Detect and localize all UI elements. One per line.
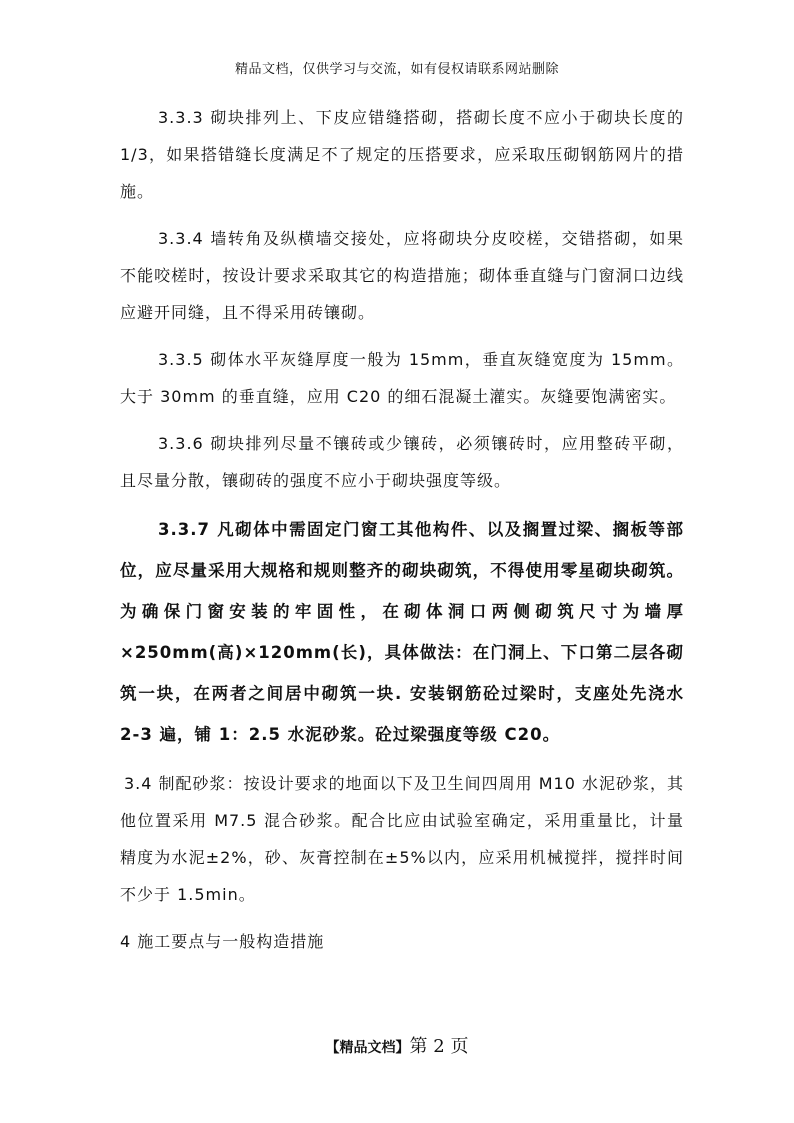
paragraph-3-3-7: 3.3.7 凡砌体中需固定门窗工其他构件、以及搁置过梁、搁板等部位，应尽量采用大规格和规则整齐的砌块砌筑，不得使用零星砌块砌筑。为确保门窗安装的牢固性，在砌体洞口两侧砌筑尺寸为墙厚×250mm(高)×120mm(长)，具体做法：在门洞上、下口第二层各砌筑一块，在两者之间居中砌筑一块. 安装钢筋砼过梁时，支座处先浇水 2-3 遍，铺 1：2.5 水泥砂浆。砼过梁强度等级 C20。 (120, 520, 684, 744)
paragraph-3-3-5: 3.3.5 砌体水平灰缝厚度一般为 15mm，垂直灰缝宽度为 15mm。大于 30mm 的垂直缝，应用 C20 的细石混凝土灌实。灰缝要饱满密实。 (120, 350, 684, 406)
document-body (120, 99, 684, 970)
paragraph-3-4: 3.4 制配砂浆：按设计要求的地面以下及卫生间四周用 M10 水泥砂浆，其他位置采用 M7.5 混合砂浆。配合比应由试验室确定，采用重量比，计量精度为水泥±2%，砂、灰膏控制在±5%以内，应采用机械搅拌，搅拌时间不少于 1.5min。 (120, 774, 684, 904)
paragraph-3-3-3: 3.3.3 砌块排列上、下皮应错缝搭砌，搭砌长度不应小于砌块长度的 1/3，如果搭错缝长度满足不了规定的压搭要求，应采取压砌钢筋网片的措施。 (120, 108, 684, 201)
paragraph-3-3-6: 3.3.6 砌块排列尽量不镶砖或少镶砖，必须镶砖时，应用整砖平砌，且尽量分散，镶砌砖的强度不应小于砌块强度等级。 (120, 434, 684, 490)
page-footer (0, 1032, 794, 1058)
footer-mark: 【精品文档】 (325, 1040, 410, 1056)
paragraph-3-3-4: 3.3.4 墙转角及纵横墙交接处，应将砌块分皮咬槎，交错搭砌，如果不能咬槎时，按设计要求采取其它的构造措施；砌体垂直缝与门窗洞口边线应避开同缝，且不得采用砖镶砌。 (120, 229, 684, 322)
page-number: 第 2 页 (409, 1036, 469, 1057)
page-header: 精品文档，仅供学习与交流，如有侵权请联系网站删除 (234, 62, 559, 77)
section-heading-4: 4 施工要点与一般构造措施 (120, 932, 325, 951)
